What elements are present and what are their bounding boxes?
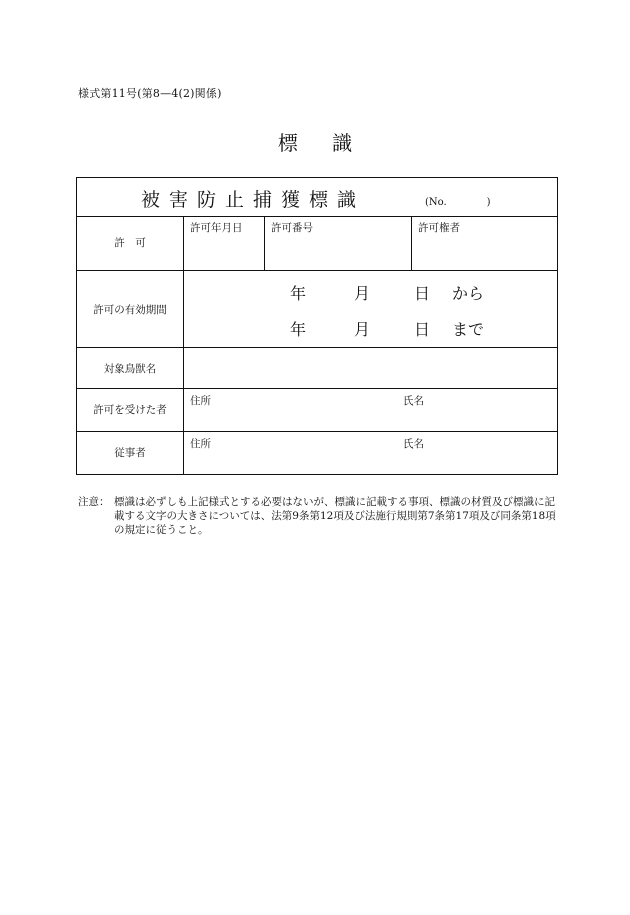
permittee-label: 許可を受けた者 [77, 389, 184, 431]
note-label: 注意： [78, 496, 110, 508]
period-until-line [290, 317, 484, 340]
worker-label: 従事者 [77, 432, 184, 474]
permit-number-cell [265, 217, 412, 270]
sign-header-row [77, 178, 557, 217]
permit-holder-cell [412, 217, 557, 270]
period-from-month: 月 [354, 284, 371, 303]
sign-name: 被害防止捕獲標識 [141, 189, 366, 211]
species-row [77, 348, 557, 389]
permit-date-label: 許可年月日 [190, 222, 243, 234]
period-until-year: 年 [290, 320, 307, 339]
period-from-year: 年 [290, 284, 307, 303]
permittee-name-label: 氏名 [403, 395, 424, 407]
worker-address-label: 住所 [190, 438, 211, 450]
period-from-suffix: から [452, 284, 485, 303]
permittee-row [77, 389, 557, 432]
sign-number: (No. ) [425, 197, 491, 208]
permit-row [77, 217, 557, 271]
period-until-month: 月 [354, 320, 371, 339]
period-label: 許可の有効期間 [77, 271, 184, 347]
note [78, 495, 558, 537]
period-from-day: 日 [414, 284, 431, 303]
worker-name-label: 氏名 [403, 438, 424, 450]
permit-holder-label: 許可権者 [418, 222, 460, 234]
form-reference: 様式第11号(第8—4(2)関係) [78, 87, 222, 100]
period-until-day: 日 [414, 320, 431, 339]
document-title: 標 識 [277, 131, 367, 155]
permit-label: 許 可 [77, 217, 184, 270]
period-from-line [290, 281, 484, 304]
worker-row [77, 432, 557, 474]
permittee-address-label: 住所 [190, 395, 211, 407]
note-text: 標識は必ずしも上記様式とする必要はないが、標識に記載する事項、標識の材質及び標識に記載する文字の大きさについては、法第9条第12項及び法施行規則第7条第17項及び同条第18項の規定に従うこと。 [114, 496, 556, 536]
period-row [77, 271, 557, 348]
sign-table [76, 177, 558, 475]
species-label: 対象鳥獣名 [77, 348, 184, 388]
period-until-suffix: まで [452, 320, 485, 339]
permit-number-label: 許可番号 [271, 222, 313, 234]
permit-date-cell [184, 217, 265, 270]
